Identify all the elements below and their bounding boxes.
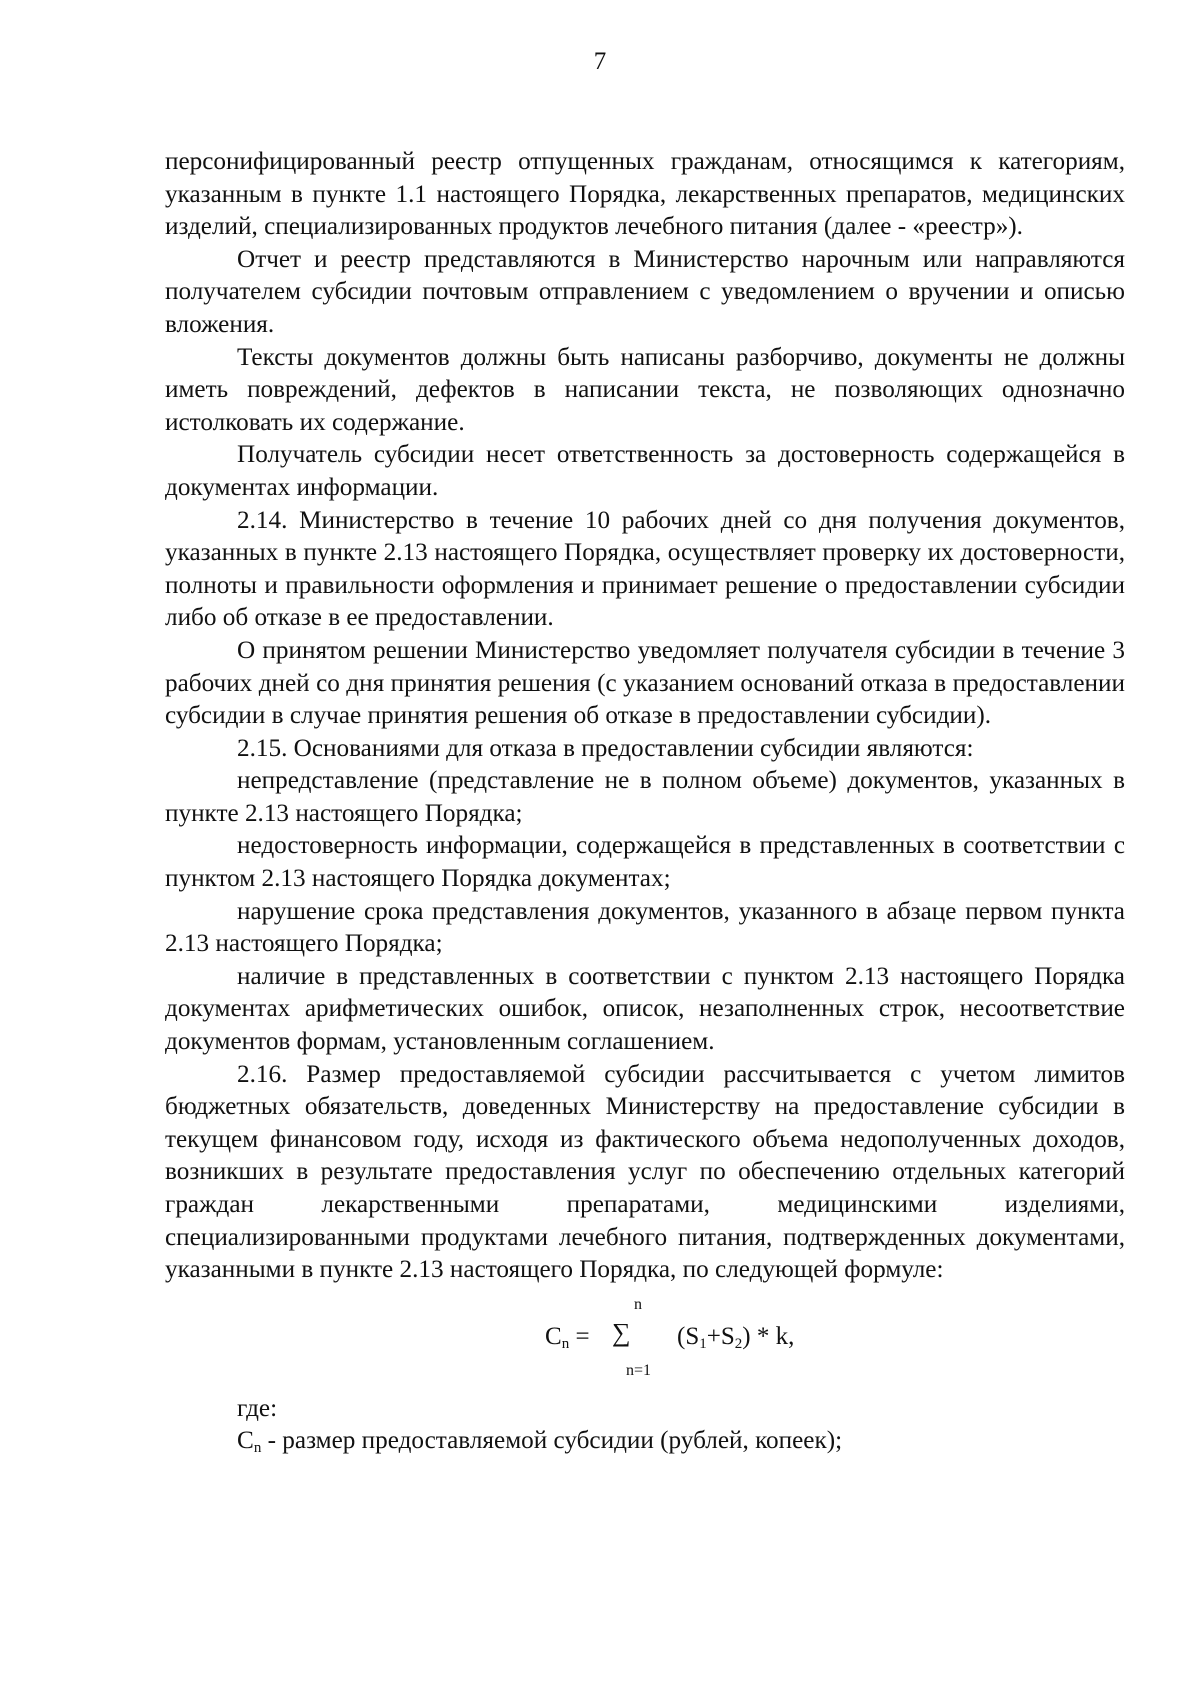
formula-lhs: $C_n$ =: [545, 1322, 590, 1352]
where-label: где:: [237, 1394, 278, 1422]
paragraph-notification: О принятом решении Министерство уведомляет получателя субсидии в течение 3 рабочих дней со дня принятия решения (с указанием оснований отказа в предоставлении субсидии в случае принятия решения об отказе в предоставлении субсидии).: [165, 636, 1125, 730]
sum-lower-limit: n=1: [626, 1361, 652, 1379]
sum-upper-limit: n: [634, 1295, 642, 1313]
refusal-ground-3: нарушение срока представления документов, указанного в абзаце первом пункта 2.13 настоящего Порядка;: [165, 897, 1125, 958]
document-body: [165, 146, 1125, 1465]
sum-symbol: ∑: [612, 1317, 631, 1347]
formula-rhs: $(S_1+S_2) * k$,: [677, 1322, 795, 1352]
subsidy-formula: [165, 1289, 1125, 1381]
definition-cn: $C_n$ - размер предоставляемой субсидии (рублей, копеек);: [237, 1427, 843, 1457]
refusal-ground-2: недостоверность информации, содержащейся в представленных в соответствии с пунктом 2.13 настоящего Порядка документах;: [165, 832, 1125, 893]
page-number: 7: [593, 48, 607, 75]
paragraph-2-16: 2.16. Размер предоставляемой субсидии рассчитывается с учетом лимитов бюджетных обязательств, доведенных Министерству на предоставление субсидии в текущем финансовом году, исходя из фактического объема недополученных доходов, возникших в результате предоставления услуг по обеспечению отдельных категорий граждан лекарственными препаратами, медицинскими изделиями, специализированными продуктами лечебного питания, подтвержденных документами, указанными в пункте 2.13 настоящего Порядка, по следующей формуле:: [165, 1060, 1125, 1284]
paragraph-2-15: 2.15. Основаниями для отказа в предоставлении субсидии являются:: [237, 734, 974, 762]
paragraph-legibility: Тексты документов должны быть написаны разборчиво, документы не должны иметь повреждений, дефектов в написании текста, не позволяющих однозначно истолковать их содержание.: [165, 343, 1125, 436]
paragraph-responsibility: Получатель субсидии несет ответственность за достоверность содержащейся в документах информации.: [165, 441, 1125, 501]
paragraph-submission: Отчет и реестр представляются в Министерство нарочным или направляются получателем субсидии почтовым отправлением с уведомлением о вручении и описью вложения.: [165, 245, 1125, 338]
refusal-ground-4: наличие в представленных в соответствии с пунктом 2.13 настоящего Порядка документах арифметических ошибок, описок, незаполненных строк, несоответствие документов формам, установленным соглашением.: [165, 962, 1125, 1056]
paragraph-registry: персонифицированный реестр отпущенных гражданам, относящимся к категориям, указанным в пункте 1.1 настоящего Порядка, лекарственных препаратов, медицинских изделий, специализированных продуктов лечебного питания (далее - «реестр»).: [165, 148, 1125, 241]
refusal-ground-1: непредставление (представление не в полном объеме) документов, указанных в пункте 2.13 настоящего Порядка;: [165, 767, 1125, 827]
paragraph-2-14: 2.14. Министерство в течение 10 рабочих дней со дня получения документов, указанных в пункте 2.13 настоящего Порядка, осуществляет проверку их достоверности, полноты и правильности оформления и принимает решение о предоставлении субсидии либо об отказе в ее предоставлении.: [165, 506, 1125, 632]
